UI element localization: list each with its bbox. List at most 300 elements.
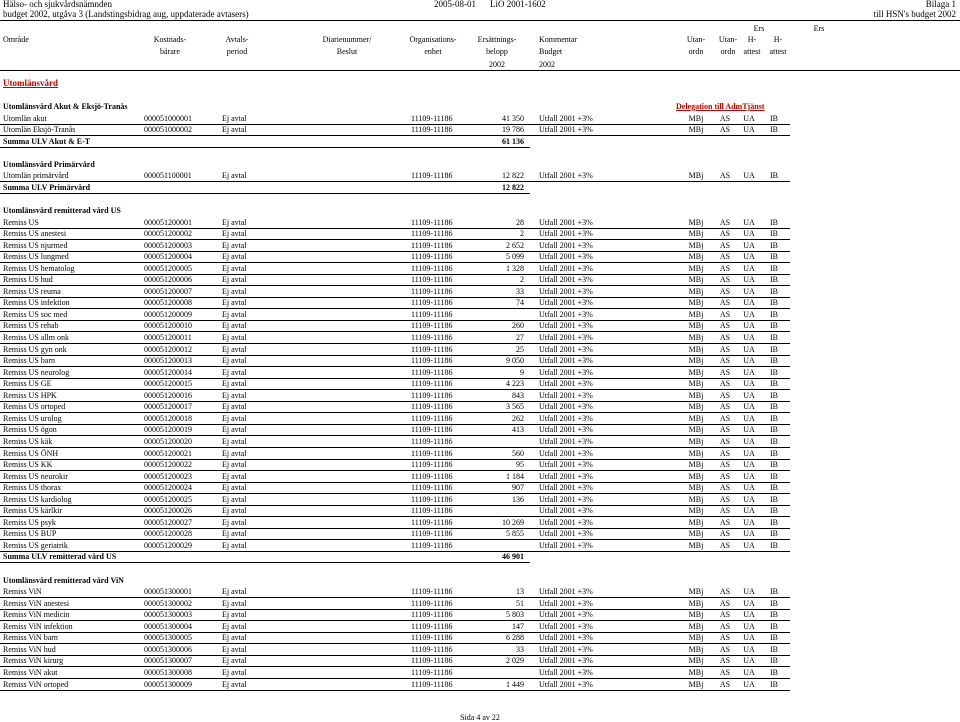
table-cell: Ej avtal xyxy=(222,633,247,643)
table-cell: IB xyxy=(770,483,778,493)
table-cell: 000051200022 xyxy=(144,460,192,470)
table-cell: 2 029 xyxy=(506,656,524,666)
table-cell: Utfall 2001 +3% xyxy=(539,286,593,296)
table-cell: MBj xyxy=(688,425,704,435)
table-cell: Utfall 2001 +3% xyxy=(539,390,593,400)
table-cell: 000051200027 xyxy=(144,517,192,527)
table-cell: AS xyxy=(719,263,731,273)
table-cell: MBj xyxy=(688,517,704,527)
table-cell: 11109-11186 xyxy=(411,448,453,458)
table-cell: AS xyxy=(719,402,731,412)
page-footer: Sida 4 av 22 xyxy=(460,713,500,722)
table-cell: AS xyxy=(719,252,731,262)
col-h-1: H- xyxy=(747,35,757,44)
table-cell: UA xyxy=(743,448,755,458)
table-cell: 11109-11186 xyxy=(411,517,453,527)
table-cell: IB xyxy=(770,321,778,331)
table-cell: 19 786 xyxy=(502,125,524,135)
table-cell: AS xyxy=(719,598,731,608)
table-cell: AS xyxy=(719,517,731,527)
table-cell: 4 223 xyxy=(506,379,524,389)
table-cell: Ej avtal xyxy=(222,125,247,135)
table-cell: 51 xyxy=(516,598,524,608)
table-cell: 3 565 xyxy=(506,402,524,412)
table-cell: 11109-11186 xyxy=(411,367,453,377)
table-cell: AS xyxy=(719,379,731,389)
table-cell: 000051200001 xyxy=(144,217,192,227)
table-cell: UA xyxy=(743,517,755,527)
table-cell: UA xyxy=(743,471,755,481)
table-cell: AS xyxy=(719,344,731,354)
col-avtals-1: Avtals- xyxy=(225,35,249,44)
table-cell: 000051200017 xyxy=(144,402,192,412)
table-cell: IB xyxy=(770,436,778,446)
table-cell: Remiss US lungmed xyxy=(3,252,69,262)
table-cell: 000051200009 xyxy=(144,309,192,319)
col-ersh-2: attest xyxy=(769,47,787,56)
table-cell: 136 xyxy=(512,494,524,504)
table-cell: Ej avtal xyxy=(222,356,247,366)
table-cell: UA xyxy=(743,494,755,504)
table-cell: Utfall 2001 +3% xyxy=(539,379,593,389)
table-cell: Ej avtal xyxy=(222,171,247,181)
table-cell: 000051200028 xyxy=(144,529,192,539)
table-cell: Utfall 2001 +3% xyxy=(539,263,593,273)
table-cell: 000051200013 xyxy=(144,356,192,366)
table-cell: 000051300008 xyxy=(144,667,192,677)
table-cell: 27 xyxy=(516,333,524,342)
table-cell: AS xyxy=(719,333,731,342)
table-cell: Ej avtal xyxy=(222,217,247,227)
table-cell: UA xyxy=(743,644,755,654)
table-cell: Ej avtal xyxy=(222,275,247,285)
table-cell: Ej avtal xyxy=(222,263,247,273)
table-cell: AS xyxy=(719,413,731,423)
table-cell: UA xyxy=(743,321,755,331)
table-cell: AS xyxy=(719,448,731,458)
table-cell: 11109-11186 xyxy=(411,263,453,273)
table-cell: 11109-11186 xyxy=(411,309,453,319)
table-cell: MBj xyxy=(688,333,704,342)
row-divider xyxy=(0,181,790,182)
table-cell: Ej avtal xyxy=(222,483,247,493)
table-cell: Ej avtal xyxy=(222,471,247,481)
table-cell: 000051200024 xyxy=(144,483,192,493)
table-cell: 000051200023 xyxy=(144,471,192,481)
table-cell: Remiss US BUP xyxy=(3,529,57,539)
table-cell: MBj xyxy=(688,286,704,296)
table-cell: MBj xyxy=(688,298,704,308)
table-cell: Ej avtal xyxy=(222,252,247,262)
table-cell: 1 449 xyxy=(506,679,524,689)
table-cell: MBj xyxy=(688,610,704,620)
table-cell: 11109-11186 xyxy=(411,217,453,227)
table-cell: 33 xyxy=(516,286,524,296)
table-cell: Ej avtal xyxy=(222,286,247,296)
table-cell: 000051200026 xyxy=(144,506,192,516)
table-cell: UA xyxy=(743,621,755,631)
table-cell: Utfall 2001 +3% xyxy=(539,460,593,470)
table-cell: 11109-11186 xyxy=(411,436,453,446)
table-cell: UA xyxy=(743,587,755,597)
table-cell: AS xyxy=(719,610,731,620)
table-cell: 000051200025 xyxy=(144,494,192,504)
table-cell: MBj xyxy=(688,656,704,666)
table-cell: AS xyxy=(719,217,731,227)
table-cell: Remiss US xyxy=(3,217,39,227)
table-cell: UA xyxy=(743,309,755,319)
group-sum-label: Summa ULV remitterad vård US xyxy=(3,552,117,562)
org-name: Hälso- och sjukvårdsnämnden xyxy=(3,0,112,9)
table-cell: AS xyxy=(719,171,731,181)
table-cell: Utfall 2001 +3% xyxy=(539,644,593,654)
group-sum-value: 61 136 xyxy=(502,136,524,146)
table-cell: Remiss US barn xyxy=(3,356,55,366)
table-cell: 000051000002 xyxy=(144,125,192,135)
table-cell: Ej avtal xyxy=(222,644,247,654)
table-cell: 000051300009 xyxy=(144,679,192,689)
table-cell: AS xyxy=(719,113,731,123)
table-cell: UA xyxy=(743,171,755,181)
table-cell: Ej avtal xyxy=(222,529,247,539)
table-cell: 000051300007 xyxy=(144,656,192,666)
table-cell: Utfall 2001 +3% xyxy=(539,356,593,366)
table-cell: AS xyxy=(719,656,731,666)
table-cell: AS xyxy=(719,483,731,493)
col-ers-1: Ersättnings- xyxy=(477,35,517,44)
col-diarie-1: Diarienummer/ xyxy=(322,35,372,44)
table-cell: 000051300002 xyxy=(144,598,192,608)
table-cell: AS xyxy=(719,125,731,135)
table-cell: 11109-11186 xyxy=(411,344,453,354)
table-cell: AS xyxy=(719,356,731,366)
table-cell: Remiss US hematolog xyxy=(3,263,75,273)
table-cell: 11109-11186 xyxy=(411,113,453,123)
table-cell: Ej avtal xyxy=(222,309,247,319)
col-h-2: attest xyxy=(743,47,761,56)
table-cell: Ej avtal xyxy=(222,344,247,354)
table-cell: Ej avtal xyxy=(222,667,247,677)
table-cell: MBj xyxy=(688,621,704,631)
table-cell: IB xyxy=(770,460,778,470)
col-komm-1: Kommentar xyxy=(539,35,578,44)
table-cell: IB xyxy=(770,598,778,608)
table-cell: IB xyxy=(770,379,778,389)
table-cell: Utfall 2001 +3% xyxy=(539,448,593,458)
budget-subtitle: budget 2002, utgåva 3 (Landstingsbidrag aug, uppdaterade avtasers) xyxy=(3,9,249,19)
group-sum-value: 46 901 xyxy=(502,552,524,562)
table-cell: IB xyxy=(770,425,778,435)
sum-divider xyxy=(0,147,530,148)
table-cell: AS xyxy=(719,529,731,539)
table-cell: AS xyxy=(719,286,731,296)
table-cell: IB xyxy=(770,367,778,377)
table-cell: 11109-11186 xyxy=(411,252,453,262)
group-sum-value: 12 822 xyxy=(502,182,524,192)
table-cell: Ej avtal xyxy=(222,390,247,400)
table-cell: IB xyxy=(770,344,778,354)
table-cell: UA xyxy=(743,229,755,239)
table-cell: 000051300001 xyxy=(144,587,192,597)
table-cell: IB xyxy=(770,506,778,516)
table-cell: MBj xyxy=(688,344,704,354)
table-cell: 11109-11186 xyxy=(411,229,453,239)
table-cell: 000051300005 xyxy=(144,633,192,643)
table-cell: IB xyxy=(770,333,778,342)
group-title: Utomlänsvård Akut & Eksjö-Tranås xyxy=(3,102,128,111)
table-cell: Ej avtal xyxy=(222,425,247,435)
group-sum-label: Summa ULV Akut & E-T xyxy=(3,136,91,146)
table-cell: 560 xyxy=(512,448,524,458)
table-cell: Utfall 2001 +3% xyxy=(539,252,593,262)
table-cell: Utfall 2001 +3% xyxy=(539,598,593,608)
table-cell: IB xyxy=(770,240,778,250)
table-cell: 1 328 xyxy=(506,263,524,273)
table-cell: 000051200012 xyxy=(144,344,192,354)
table-cell: Remiss US neurolog xyxy=(3,367,70,377)
table-cell: 000051200006 xyxy=(144,275,192,285)
table-cell: 5 099 xyxy=(506,252,524,262)
table-cell: Ej avtal xyxy=(222,621,247,631)
table-cell: 25 xyxy=(516,344,524,354)
row-divider xyxy=(0,135,790,136)
group-title: Utomlänsvård Primärvård xyxy=(3,159,95,169)
table-cell: Remiss ViN anestesi xyxy=(3,598,70,608)
col-omrade: Område xyxy=(3,35,29,44)
col-ers-utan-0: Ers xyxy=(753,24,765,33)
table-cell: 5 855 xyxy=(506,529,524,539)
table-cell: 000051200014 xyxy=(144,367,192,377)
table-cell: UA xyxy=(743,413,755,423)
table-cell: Remiss US anestesi xyxy=(3,229,67,239)
table-cell: Remiss US käk xyxy=(3,436,53,446)
table-cell: 000051300004 xyxy=(144,621,192,631)
table-cell: 11109-11186 xyxy=(411,402,453,412)
table-cell: Remiss ViN barn xyxy=(3,633,58,643)
table-cell: UA xyxy=(743,125,755,135)
table-cell: MBj xyxy=(688,125,704,135)
table-cell: 33 xyxy=(516,644,524,654)
table-cell: IB xyxy=(770,217,778,227)
col-org-1: Organisations- xyxy=(409,35,457,44)
table-cell: Utfall 2001 +3% xyxy=(539,402,593,412)
table-cell: UA xyxy=(743,113,755,123)
col-avtals-2: period xyxy=(226,47,248,56)
table-cell: Utfall 2001 +3% xyxy=(539,494,593,504)
sum-divider xyxy=(0,562,530,563)
table-cell: Ej avtal xyxy=(222,367,247,377)
table-cell: 11109-11186 xyxy=(411,656,453,666)
table-cell: MBj xyxy=(688,171,704,181)
table-cell: Ej avtal xyxy=(222,321,247,331)
col-ersh-1: H- xyxy=(773,35,783,44)
table-cell: 413 xyxy=(512,425,524,435)
table-cell: MBj xyxy=(688,679,704,689)
table-cell: IB xyxy=(770,229,778,239)
table-cell: Remiss US infektion xyxy=(3,298,70,308)
table-cell: MBj xyxy=(688,633,704,643)
table-cell: AS xyxy=(719,506,731,516)
table-cell: 11109-11186 xyxy=(411,471,453,481)
table-cell: 262 xyxy=(512,413,524,423)
table-cell: UA xyxy=(743,217,755,227)
header-date: 2005-08-01 xyxy=(434,0,476,9)
table-cell: UA xyxy=(743,275,755,285)
table-cell: 95 xyxy=(516,460,524,470)
table-cell: UA xyxy=(743,298,755,308)
table-cell: Remiss US urolog xyxy=(3,413,62,423)
table-cell: 11109-11186 xyxy=(411,494,453,504)
table-cell: 11109-11186 xyxy=(411,460,453,470)
table-cell: IB xyxy=(770,309,778,319)
table-cell: 11109-11186 xyxy=(411,529,453,539)
table-cell: 12 822 xyxy=(502,171,524,181)
table-cell: Ej avtal xyxy=(222,333,247,342)
table-cell: MBj xyxy=(688,506,704,516)
table-cell: 000051200004 xyxy=(144,252,192,262)
table-cell: UA xyxy=(743,402,755,412)
table-cell: IB xyxy=(770,402,778,412)
table-cell: 11109-11186 xyxy=(411,333,453,342)
table-cell: Ej avtal xyxy=(222,517,247,527)
table-cell: MBj xyxy=(688,587,704,597)
table-cell: Remiss US ortoped xyxy=(3,402,66,412)
table-cell: 000051300003 xyxy=(144,610,192,620)
table-cell: IB xyxy=(770,610,778,620)
table-cell: IB xyxy=(770,587,778,597)
table-cell: AS xyxy=(719,587,731,597)
table-cell: Utfall 2001 +3% xyxy=(539,425,593,435)
row-divider xyxy=(0,551,790,552)
table-cell: Utomlän Eksjö-Tranås xyxy=(3,125,76,135)
table-cell: IB xyxy=(770,113,778,123)
table-cell: AS xyxy=(719,367,731,377)
table-cell: 000051200020 xyxy=(144,436,192,446)
table-cell: Utfall 2001 +3% xyxy=(539,436,593,446)
table-cell: 1 184 xyxy=(506,471,524,481)
table-cell: 11109-11186 xyxy=(411,667,453,677)
table-cell: AS xyxy=(719,321,731,331)
table-cell: Remiss ViN medicin xyxy=(3,610,70,620)
table-cell: 000051000001 xyxy=(144,113,192,123)
table-cell: Remiss ViN xyxy=(3,587,42,597)
table-cell: UA xyxy=(743,333,755,342)
table-cell: UA xyxy=(743,667,755,677)
table-cell: IB xyxy=(770,517,778,527)
table-cell: 11109-11186 xyxy=(411,171,453,181)
table-cell: 000051200008 xyxy=(144,298,192,308)
table-cell: AS xyxy=(719,633,731,643)
table-cell: Utfall 2001 +3% xyxy=(539,344,593,354)
table-cell: Remiss US ÖNH xyxy=(3,448,59,458)
group-title: Utomlänsvård remitterad vård US xyxy=(3,205,121,215)
table-cell: IB xyxy=(770,621,778,631)
table-cell: 9 xyxy=(520,367,524,377)
table-cell: IB xyxy=(770,644,778,654)
table-cell: Utfall 2001 +3% xyxy=(539,217,593,227)
table-cell: Ej avtal xyxy=(222,298,247,308)
table-cell: Utfall 2001 +3% xyxy=(539,333,593,342)
table-cell: Remiss US geriatrik xyxy=(3,540,68,550)
col-ers-utan-2: ordn xyxy=(720,47,736,56)
header-divider xyxy=(0,20,960,21)
table-cell: UA xyxy=(743,344,755,354)
table-cell: IB xyxy=(770,448,778,458)
table-cell: Ej avtal xyxy=(222,460,247,470)
table-cell: MBj xyxy=(688,644,704,654)
table-cell: Remiss ViN ortoped xyxy=(3,679,69,689)
col-org-2: enhet xyxy=(424,47,442,56)
table-cell: MBj xyxy=(688,263,704,273)
table-cell: Utfall 2001 +3% xyxy=(539,621,593,631)
table-cell: Remiss US ögon xyxy=(3,425,57,435)
col-kostnads-1: Kostnads- xyxy=(153,35,187,44)
col-diarie-2: Beslut xyxy=(336,47,358,56)
table-cell: 147 xyxy=(512,621,524,631)
table-cell: Remiss US kärlkir xyxy=(3,506,63,516)
table-cell: Remiss US rehab xyxy=(3,321,59,331)
table-cell: Remiss US reuma xyxy=(3,286,61,296)
table-cell: IB xyxy=(770,171,778,181)
table-cell: Utfall 2001 +3% xyxy=(539,633,593,643)
table-cell: Utfall 2001 +3% xyxy=(539,321,593,331)
col-ers-h-0: Ers xyxy=(813,24,825,33)
table-cell: Remiss US gyn onk xyxy=(3,344,67,354)
table-cell: Utfall 2001 +3% xyxy=(539,679,593,689)
table-cell: UA xyxy=(743,679,755,689)
table-cell: Ej avtal xyxy=(222,540,247,550)
table-cell: Utfall 2001 +3% xyxy=(539,240,593,250)
table-cell: 11109-11186 xyxy=(411,644,453,654)
table-cell: AS xyxy=(719,298,731,308)
table-cell: UA xyxy=(743,529,755,539)
table-cell: Ej avtal xyxy=(222,436,247,446)
table-cell: Utfall 2001 +3% xyxy=(539,113,593,123)
table-cell: IB xyxy=(770,656,778,666)
table-cell: IB xyxy=(770,633,778,643)
section-title: Utomlänsvård xyxy=(3,78,59,88)
table-cell: UA xyxy=(743,356,755,366)
table-cell: AS xyxy=(719,679,731,689)
header-period: LiÖ 2001-1602 xyxy=(490,0,546,9)
column-header-divider xyxy=(0,70,960,71)
table-cell: 000051200029 xyxy=(144,540,192,550)
table-cell: IB xyxy=(770,413,778,423)
table-cell: UA xyxy=(743,598,755,608)
table-cell: Utfall 2001 +3% xyxy=(539,413,593,423)
table-cell: 5 803 xyxy=(506,610,524,620)
table-cell: Remiss US psyk xyxy=(3,517,56,527)
table-cell: 41 350 xyxy=(502,113,524,123)
table-cell: IB xyxy=(770,494,778,504)
table-cell: MBj xyxy=(688,379,704,389)
group-title: Utomlänsvård remitterad vård ViN xyxy=(3,575,124,585)
table-cell: AS xyxy=(719,309,731,319)
table-cell: 11109-11186 xyxy=(411,298,453,308)
table-cell: IB xyxy=(770,298,778,308)
table-cell: 11109-11186 xyxy=(411,679,453,689)
table-cell: Ej avtal xyxy=(222,679,247,689)
table-cell: UA xyxy=(743,263,755,273)
table-cell: Ej avtal xyxy=(222,402,247,412)
table-cell: Remiss US njurmed xyxy=(3,240,68,250)
table-cell: 11109-11186 xyxy=(411,356,453,366)
table-cell: 000051300006 xyxy=(144,644,192,654)
table-cell: Ej avtal xyxy=(222,610,247,620)
table-cell: AS xyxy=(719,425,731,435)
table-cell: 11109-11186 xyxy=(411,125,453,135)
table-cell: Ej avtal xyxy=(222,656,247,666)
